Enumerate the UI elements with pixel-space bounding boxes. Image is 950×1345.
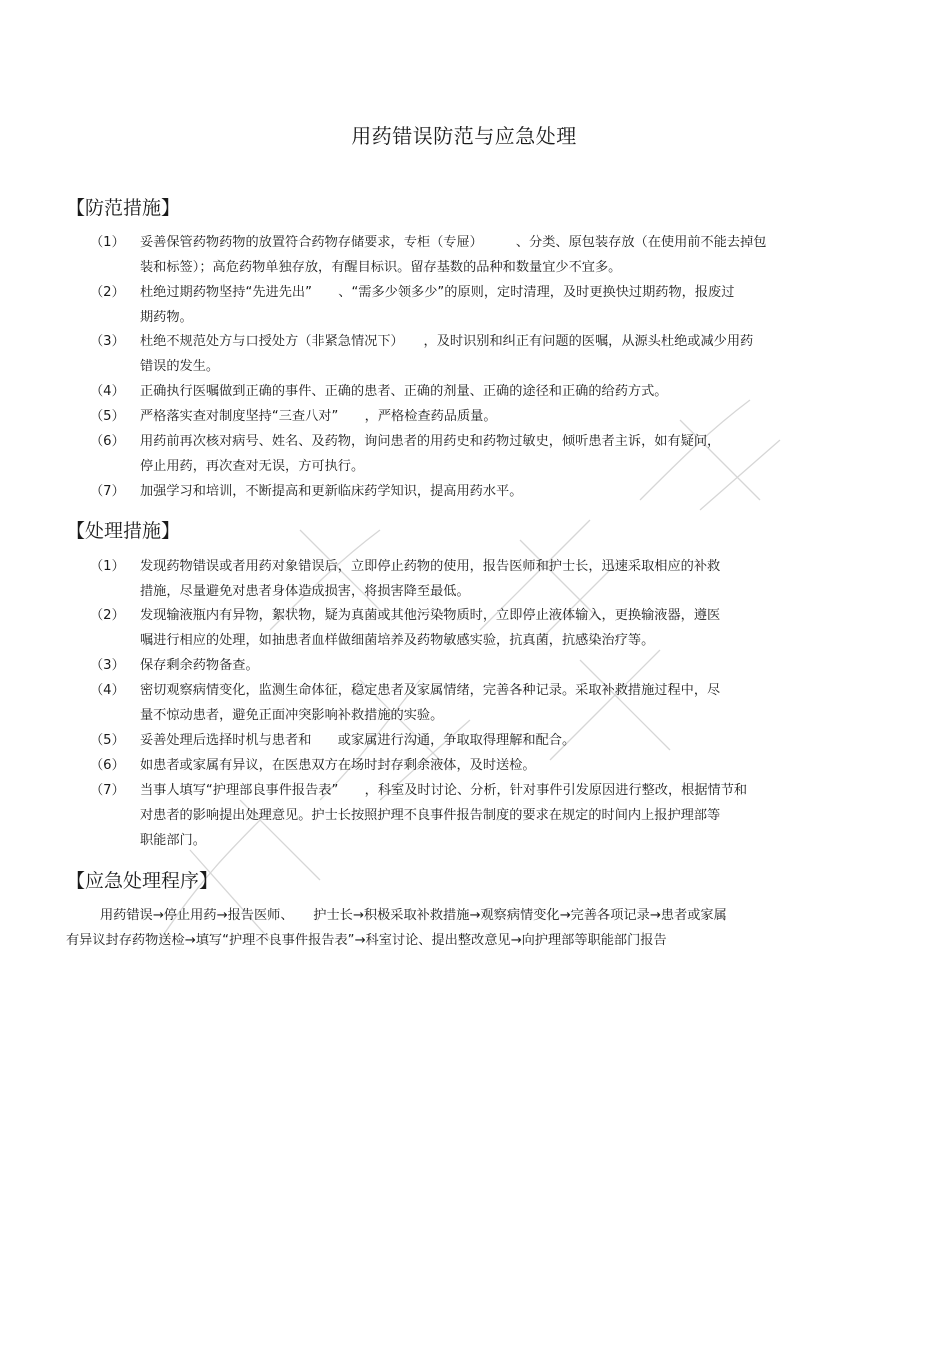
item-text-line: 当事人填写“护理部良事件报告表” ，科室及时讨论、分析，针对事件引发原因进行整改，根据情节和 (140, 783, 748, 798)
item-text-line: 杜绝过期药物坚持“先进先出” 、“需多少领多少”的原则，定时清理，及时更换快过期药物，报废过 (140, 285, 735, 300)
item-number: （2） (90, 608, 125, 623)
item-number: （7） (90, 484, 125, 499)
item-number: （6） (90, 758, 125, 773)
item-number: （3） (90, 334, 125, 349)
item-text-line: 期药物。 (140, 310, 193, 325)
item-text-line: 装和标签）；高危药物单独存放，有醒目标识。留存基数的品种和数量宜少不宜多。 (140, 260, 622, 275)
item-text-line: 发现药物错误或者用药对象错误后，立即停止药物的使用，报告医师和护士长，迅速采取相应的补救 (140, 559, 721, 574)
item-text-line: 量不惊动患者，避免正面冲突影响补救措施的实验。 (140, 708, 444, 723)
item-number: （6） (90, 434, 125, 449)
item-text-line: 嘱进行相应的处理，如抽患者血样做细菌培养及药物敏感实验，抗真菌，抗感染治疗等。 (140, 633, 655, 648)
procedure-text-line: 用药错误→停止用药→报告医师、 护士长→积极采取补救措施→观察病情变化→完善各项记录→患者或家属 (100, 908, 727, 923)
item-text-line: 正确执行医嘱做到正确的事件、正确的患者、正确的剂量、正确的途径和正确的给药方式。 (140, 384, 668, 399)
item-number: （7） (90, 783, 125, 798)
item-text-line: 职能部门。 (140, 833, 206, 848)
item-text-line: 严格落实查对制度坚持“三查八对” ，严格检查药品质量。 (140, 409, 497, 424)
item-text-line: 对患者的影响提出处理意见。护士长按照护理不良事件报告制度的要求在规定的时间内上报护理部等 (140, 808, 721, 823)
section-heading-prevention: 【防范措施】 (66, 197, 181, 219)
item-number: （2） (90, 285, 125, 300)
item-number: （5） (90, 409, 125, 424)
item-number: （4） (90, 384, 125, 399)
item-text-line: 错误的发生。 (140, 359, 220, 374)
item-text-line: 停止用药，再次查对无误，方可执行。 (140, 459, 365, 474)
item-number: （1） (90, 559, 125, 574)
item-number: （3） (90, 658, 125, 673)
item-text-line: 加强学习和培训，不断提高和更新临床药学知识，提高用药水平。 (140, 484, 523, 499)
item-number: （5） (90, 733, 125, 748)
procedure-text-line: 有异议封存药物送检→填写“护理不良事件报告表”→科室讨论、提出整改意见→向护理部等职能部门报告 (66, 933, 667, 948)
item-number: （1） (90, 235, 125, 250)
item-text-line: 密切观察病情变化，监测生命体征，稳定患者及家属情绪，完善各种记录。采取补救措施过程中，尽 (140, 683, 721, 698)
item-number: （4） (90, 683, 125, 698)
item-text-line: 杜绝不规范处方与口授处方（非紧急情况下） ，及时识别和纠正有问题的医嘱，从源头杜绝或减少用药 (140, 334, 754, 349)
item-text-line: 妥善保管药物药物的放置符合药物存储要求，专柜（专屉） 、分类、原包装存放（在使用前不能去掉包 (140, 235, 767, 250)
item-text-line: 措施，尽量避免对患者身体造成损害，将损害降至最低。 (140, 584, 470, 599)
document-title: 用药错误防范与应急处理 (351, 124, 577, 148)
item-text-line: 保存剩余药物备查。 (140, 658, 259, 673)
item-text-line: 如患者或家属有异议，在医患双方在场时封存剩余液体，及时送检。 (140, 758, 536, 773)
item-text-line: 妥善处理后选择时机与患者和 或家属进行沟通，争取取得理解和配合。 (140, 733, 576, 748)
item-text-line: 用药前再次核对病号、姓名、及药物，询问患者的用药史和药物过敏史，倾听患者主诉，如有疑问， (140, 434, 721, 449)
section-heading-handling: 【处理措施】 (66, 520, 181, 542)
section-heading-emergency-procedure: 【应急处理程序】 (66, 870, 219, 892)
item-text-line: 发现输液瓶内有异物，絮状物，疑为真菌或其他污染物质时，立即停止液体输入，更换输液器，遵医 (140, 608, 721, 623)
